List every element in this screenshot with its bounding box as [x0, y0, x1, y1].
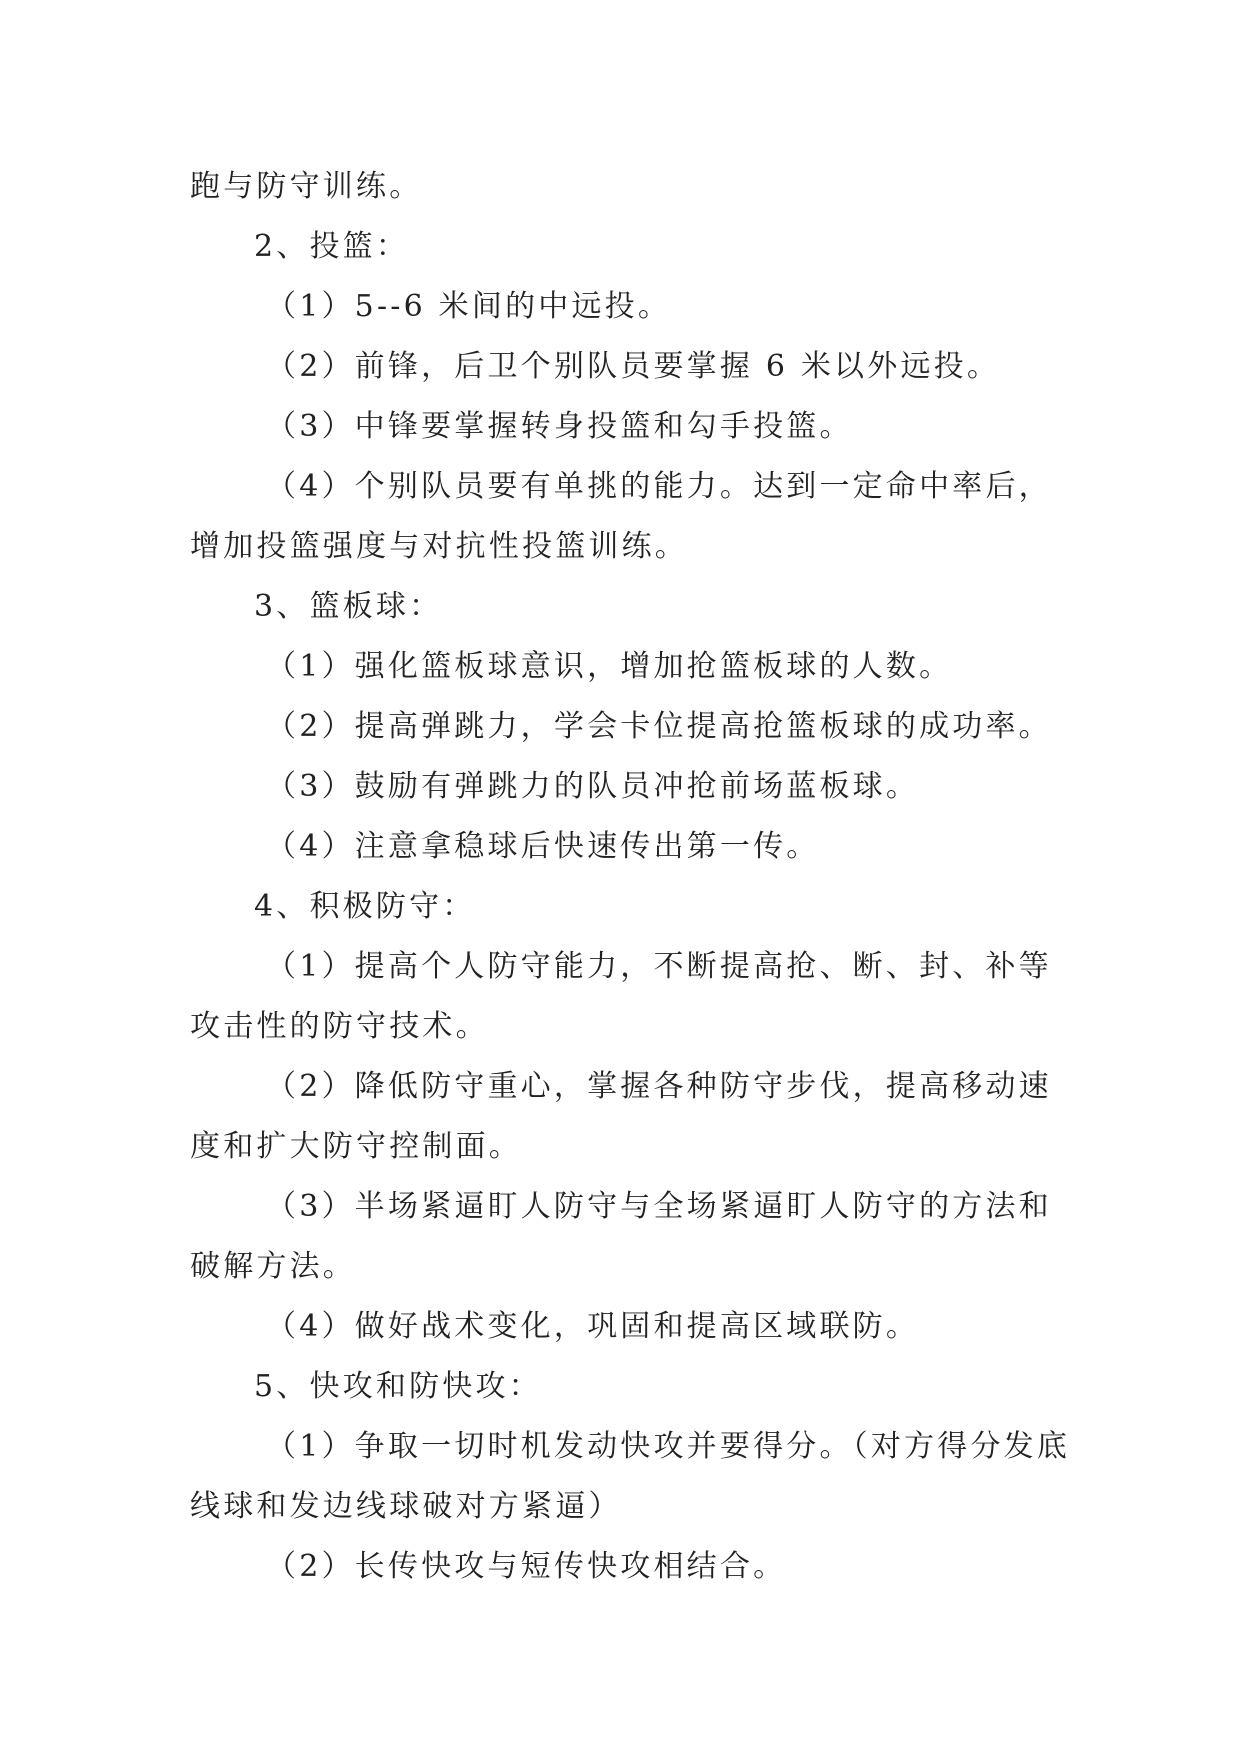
- list-item-continuation: 攻击性的防守技术。: [190, 1009, 489, 1044]
- list-item: （1）5--6 米间的中远投。: [266, 289, 672, 324]
- body-text: [190, 157, 1071, 1597]
- list-item-continuation: 线球和发边线球破对方紧逼）: [190, 1489, 622, 1524]
- list-item-continuation: 破解方法。: [190, 1249, 356, 1284]
- list-item-continuation: 度和扩大防守控制面。: [190, 1129, 522, 1164]
- section-heading-defense: 4、积极防守：: [254, 889, 476, 924]
- list-item: （1）强化篮板球意识，增加抢篮板球的人数。: [266, 649, 953, 684]
- list-item: （4）注意拿稳球后快速传出第一传。: [266, 829, 820, 864]
- list-item: （1）提高个人防守能力，不断提高抢、断、封、补等: [266, 949, 1052, 984]
- list-item: （3）鼓励有弹跳力的队员冲抢前场蓝板球。: [266, 769, 920, 804]
- list-item: （3）中锋要掌握转身投篮和勾手投篮。: [266, 409, 853, 444]
- section-heading-shooting: 2、投篮：: [254, 229, 410, 264]
- list-item: （2）前锋，后卫个别队员要掌握 6 米以外远投。: [266, 349, 1001, 384]
- list-item: （1）争取一切时机发动快攻并要得分。（对方得分发底: [266, 1429, 1071, 1464]
- list-item: （2）长传快攻与短传快攻相结合。: [266, 1549, 787, 1584]
- list-item-continuation: 增加投篮强度与对抗性投篮训练。: [190, 529, 688, 564]
- paragraph-line: 跑与防守训练。: [190, 169, 423, 204]
- list-item: （2）降低防守重心，掌握各种防守步伐，提高移动速: [266, 1069, 1052, 1104]
- list-item: （4）做好战术变化，巩固和提高区域联防。: [266, 1309, 920, 1344]
- section-heading-rebound: 3、篮板球：: [254, 589, 443, 624]
- section-heading-fast-break: 5、快攻和防快攻：: [254, 1369, 542, 1404]
- list-item: （3）半场紧逼盯人防守与全场紧逼盯人防守的方法和: [266, 1189, 1052, 1224]
- list-item: （2）提高弹跳力，学会卡位提高抢篮板球的成功率。: [266, 709, 1052, 744]
- list-item: （4）个别队员要有单挑的能力。达到一定命中率后，: [266, 469, 1052, 504]
